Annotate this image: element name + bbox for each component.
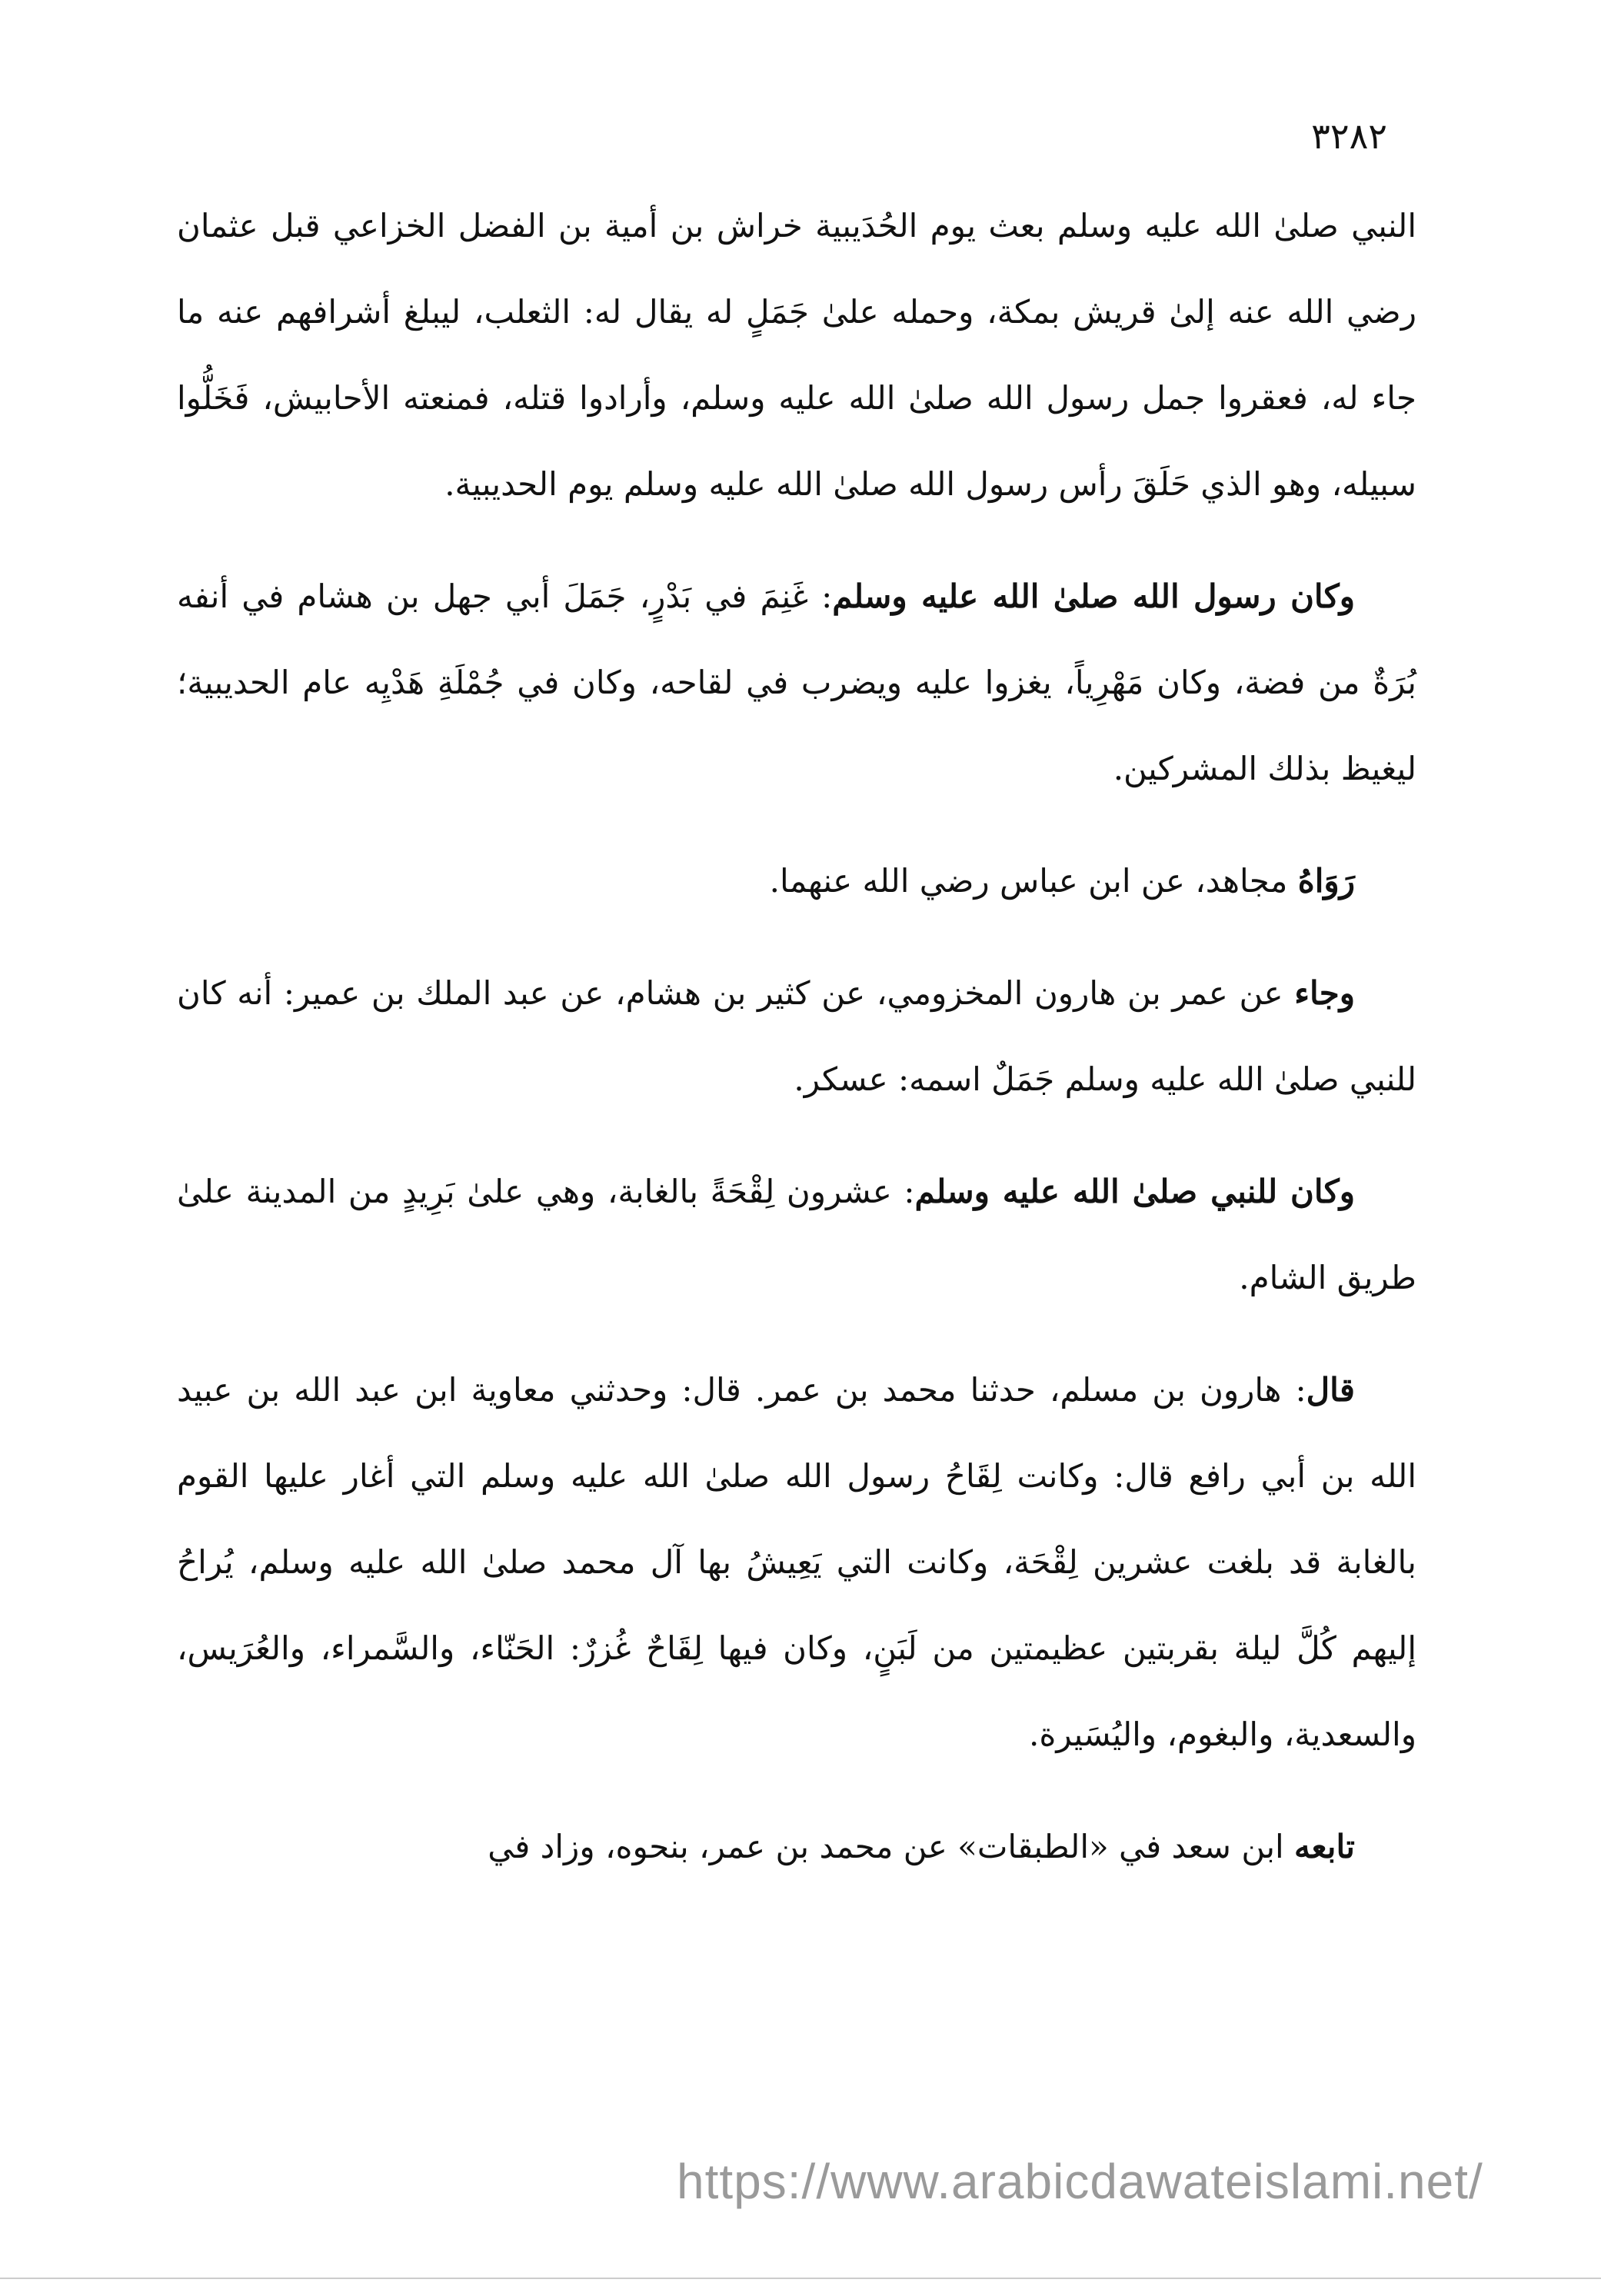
- paragraph-6-lead: قال: [1306, 1371, 1355, 1409]
- page-number: ٣٢٨٢: [1311, 115, 1387, 157]
- paragraph-1: [177, 183, 1416, 527]
- paragraph-7-lead: تابعه: [1294, 1828, 1355, 1865]
- paragraph-2: [177, 554, 1416, 812]
- bottom-divider: [0, 2278, 1601, 2279]
- paragraph-4-lead: وجاء: [1294, 974, 1355, 1012]
- paragraph-7: [177, 1804, 1416, 1890]
- paragraph-4: [177, 950, 1416, 1123]
- footer-url-watermark: https://www.arabicdawateislami.net/: [677, 2154, 1483, 2209]
- paragraph-7-text: ابن سعد في «الطبقات» عن محمد بن عمر، بنحوه، وزاد في: [488, 1828, 1295, 1865]
- paragraph-3-text: مجاهد، عن ابن عباس رضي الله عنهما.: [769, 862, 1298, 900]
- paragraph-3: [177, 838, 1416, 924]
- paragraph-2-lead: وكان رسول الله صلىٰ الله عليه وسلم: [832, 577, 1355, 615]
- paragraph-6: [177, 1347, 1416, 1778]
- paragraph-2-text: : غَنِمَ في بَدْرٍ، جَمَلَ أبي جهل بن هشام في أنفه بُرَةٌ من فضة، وكان مَهْرِياً، يغزوا عليه ويضرب في لقاحه، وكان في جُمْلَةِ هَدْيِه عام الحديبية؛ ليغيظ بذلك المشركين.: [177, 577, 1416, 787]
- paragraph-6-text: : هارون بن مسلم، حدثنا محمد بن عمر. قال: وحدثني معاوية ابن عبد الله بن عبيد الله بن أبي رافع قال: وكانت لِقَاحُ رسول الله صلىٰ الله عليه وسلم التي أغار عليها القوم بالغابة قد بلغت عشرين لِقْحَة، وكانت التي يَعِيشُ بها آل محمد صلىٰ الله عليه وسلم، يُراحُ إليهم كُلَّ ليلة بقربتين عظيمتين من لَبَنٍ، وكان فيها لِقَاحٌ غُزرٌ: الحَنّاء، والسَّمراء، والعُرَيس، والسعدية، والبغوم، واليُسَيرة.: [177, 1371, 1416, 1753]
- paragraph-5: [177, 1149, 1416, 1321]
- paragraph-3-lead: رَوَاهُ: [1297, 862, 1355, 900]
- paragraph-1-text: النبي صلىٰ الله عليه وسلم بعث يوم الحُدَيبية خراش بن أمية بن الفضل الخزاعي قبل عثمان رضي الله عنه إلىٰ قريش بمكة، وحمله علىٰ جَمَلٍ له يقال له: الثعلب، ليبلغ أشرافهم عنه ما جاء له، فعقروا جمل رسول الله صلىٰ الله عليه وسلم، وأرادوا قتله، فمنعته الأحابيش، فَخَلُّوا سبيله، وهو الذي حَلَقَ رأس رسول الله صلىٰ الله عليه وسلم يوم الحديبية.: [177, 207, 1416, 503]
- paragraph-4-text: عن عمر بن هارون المخزومي، عن كثير بن هشام، عن عبد الملك بن عمير: أنه كان للنبي صلىٰ الله عليه وسلم جَمَلٌ اسمه: عسكر.: [177, 974, 1416, 1098]
- paragraph-5-lead: وكان للنبي صلىٰ الله عليه وسلم: [914, 1173, 1355, 1210]
- paragraph-5-text: : عشرون لِقْحَةً بالغابة، وهي علىٰ بَرِيدٍ من المدينة علىٰ طريق الشام.: [177, 1173, 1416, 1296]
- page-body: [177, 183, 1416, 1916]
